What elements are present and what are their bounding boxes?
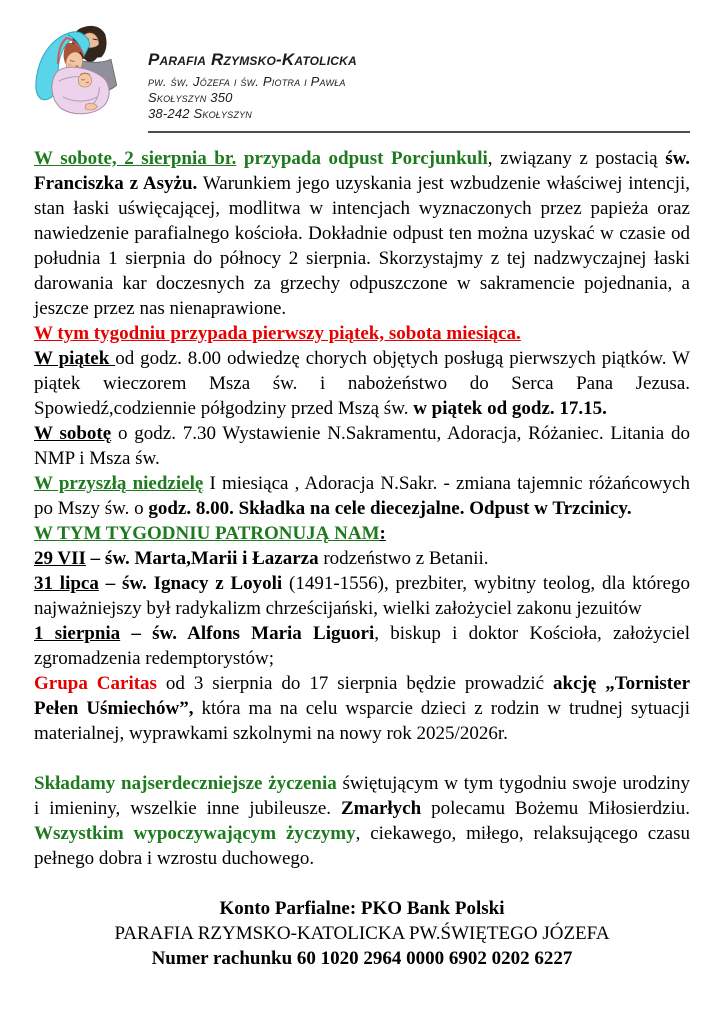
text-segment: – św. Alfons Maria Liguori [120, 623, 375, 644]
patron-29-vii [34, 546, 690, 571]
spacer [34, 871, 690, 896]
text-segment: W TYM TYGODNIU PATRONUJĄ NAM [34, 523, 380, 544]
text-segment: Zmarłych [340, 798, 422, 819]
text-segment: rodzeństwo z Betanii. [318, 548, 489, 569]
account-number-line [34, 946, 690, 971]
bank-account-title [34, 896, 690, 921]
text-segment: polecamu Bożemu Miłosierdziu. [421, 798, 690, 819]
caritas-announcement [34, 671, 690, 746]
text-segment: Składamy najserdeczniejsze życzenia [34, 773, 337, 794]
next-sunday-schedule [34, 471, 690, 521]
text-segment: Konto Parfialne: PKO Bank Polski [219, 898, 505, 919]
text-segment: – św. Ignacy z Loyoli [98, 573, 283, 594]
text-segment: , ciekawego, miłego, relaksującego czasu pełnego dobra i wzrostu duchowego. [34, 823, 690, 869]
bank-info-footer [0, 896, 724, 971]
text-segment: W piątek [34, 348, 116, 369]
text-segment: 31 lipca [34, 573, 99, 594]
patron-31-lipca [34, 571, 690, 621]
text-segment: W przyszłą niedzielę [34, 473, 204, 494]
text-segment: PARAFIA RZYMSKO-KATOLICKA PW.ŚWIĘTEGO JÓZEFA [114, 923, 610, 944]
text-segment: Numer rachunku 60 1020 2964 0000 6902 0202 6227 [151, 948, 573, 969]
text-segment: o godz. 7.30 Wystawienie N.Sakramentu, Adoracja, Różaniec. Litania do NMP i Msza św. [34, 423, 690, 469]
text-segment: od 3 sierpnia do 17 sierpnia będzie prowadzić [156, 673, 553, 694]
first-friday-week-heading [34, 321, 690, 346]
patrons-heading [34, 521, 690, 546]
letterhead-text [148, 20, 690, 133]
text-segment: – św. Marta,Marii i Łazarza [85, 548, 319, 569]
friday-schedule [34, 346, 690, 421]
porcjunkula-announcement [34, 146, 690, 321]
text-segment: , biskup i doktor Kościoła, założyciel zgromadzenia redemptorystów; [34, 623, 691, 669]
text-segment: godz. 8.00. Składka na cele diecezjalne. Odpust w Trzcinicy. [148, 498, 632, 519]
letterhead [0, 0, 724, 134]
text-segment: 29 VII [34, 548, 86, 569]
parish-name: Parafia Rzymsko-Katolicka [148, 50, 357, 69]
parish-address-street: Skołyszyn 350 [148, 90, 233, 105]
text-segment: w piątek od godz. 17.15. [413, 398, 607, 419]
parish-dedication: pw. św. Józefa i św. Piotra i Pawła [148, 74, 346, 89]
text-segment: akcję „Tornister Pełen Uśmiechów”, [34, 673, 691, 719]
text-segment: (1491-1556), prezbiter, wybitny teolog, dla którego najważniejszy był radykalizm chrześcijański, wielki założyciel zakonu jezuitów [34, 573, 690, 619]
parish-address-city: 38-242 Skołyszyn [148, 106, 252, 121]
parish-name-line [34, 921, 690, 946]
text-segment: 1 sierpnia [34, 623, 121, 644]
patron-1-sierpnia [34, 621, 690, 671]
text-segment: Warunkiem jego uzyskania jest wzbudzenie właściwej intencji, stan łaski uświęcającej, modlitwa w intencjach wyznaczonych przez papieża oraz nawiedzenie parafialnego kościoła. Dokładnie odpust ten można uzyskać w czasie od południa 1 sierpnia do północy 2 sierpnia. Skorzystajmy z tej nadzwyczajnej łaski darowania kar doczesnych za grzechy odpuszczone w sakramencie pojednania, a jeszcze przez nas nienaprawione. [34, 173, 691, 319]
holy-family-icon [30, 20, 136, 134]
text-segment: która ma na celu wsparcie dzieci z rodzin w trudnej sytuacji materialnej, wyprawkami szkolnymi na nowy rok 2025/2026r. [34, 698, 690, 744]
announcements-body [0, 134, 724, 896]
text-segment: , związany z postacią [487, 148, 666, 169]
text-segment: W tym tygodniu przypada pierwszy piątek, sobota miesiąca. [34, 323, 521, 344]
text-segment: I miesiąca , Adoracja N.Sakr. - zmiana tajemnic różańcowych po Mszy św. o [34, 473, 690, 519]
text-segment: świętującym w tym tygodniu swoje urodziny i imieniny, wszelkie inne jubileusze. [34, 773, 691, 819]
text-segment: W sobotę [34, 423, 112, 444]
text-segment: Wszystkim wypoczywającym życzymy [34, 823, 356, 844]
wishes-paragraph [34, 771, 690, 871]
text-segment: : [379, 523, 386, 544]
saturday-schedule [34, 421, 690, 471]
text-segment: od godz. 8.00 odwiedzę chorych objętych posługą pierwszych piątków. W piątek wieczorem Msza św. i nabożeństwo do Serca Pana Jezusa. Spowiedź,codziennie półgodziny przed Mszą św. [34, 348, 690, 419]
text-segment [236, 148, 244, 169]
text-segment: W sobote, 2 sierpnia br. [34, 148, 237, 169]
text-segment: przypada odpust Porcjunkuli [243, 148, 488, 169]
spacer [34, 746, 690, 771]
text-segment: św. Franciszka z Asyżu. [34, 148, 691, 194]
text-segment: Grupa Caritas [34, 673, 157, 694]
